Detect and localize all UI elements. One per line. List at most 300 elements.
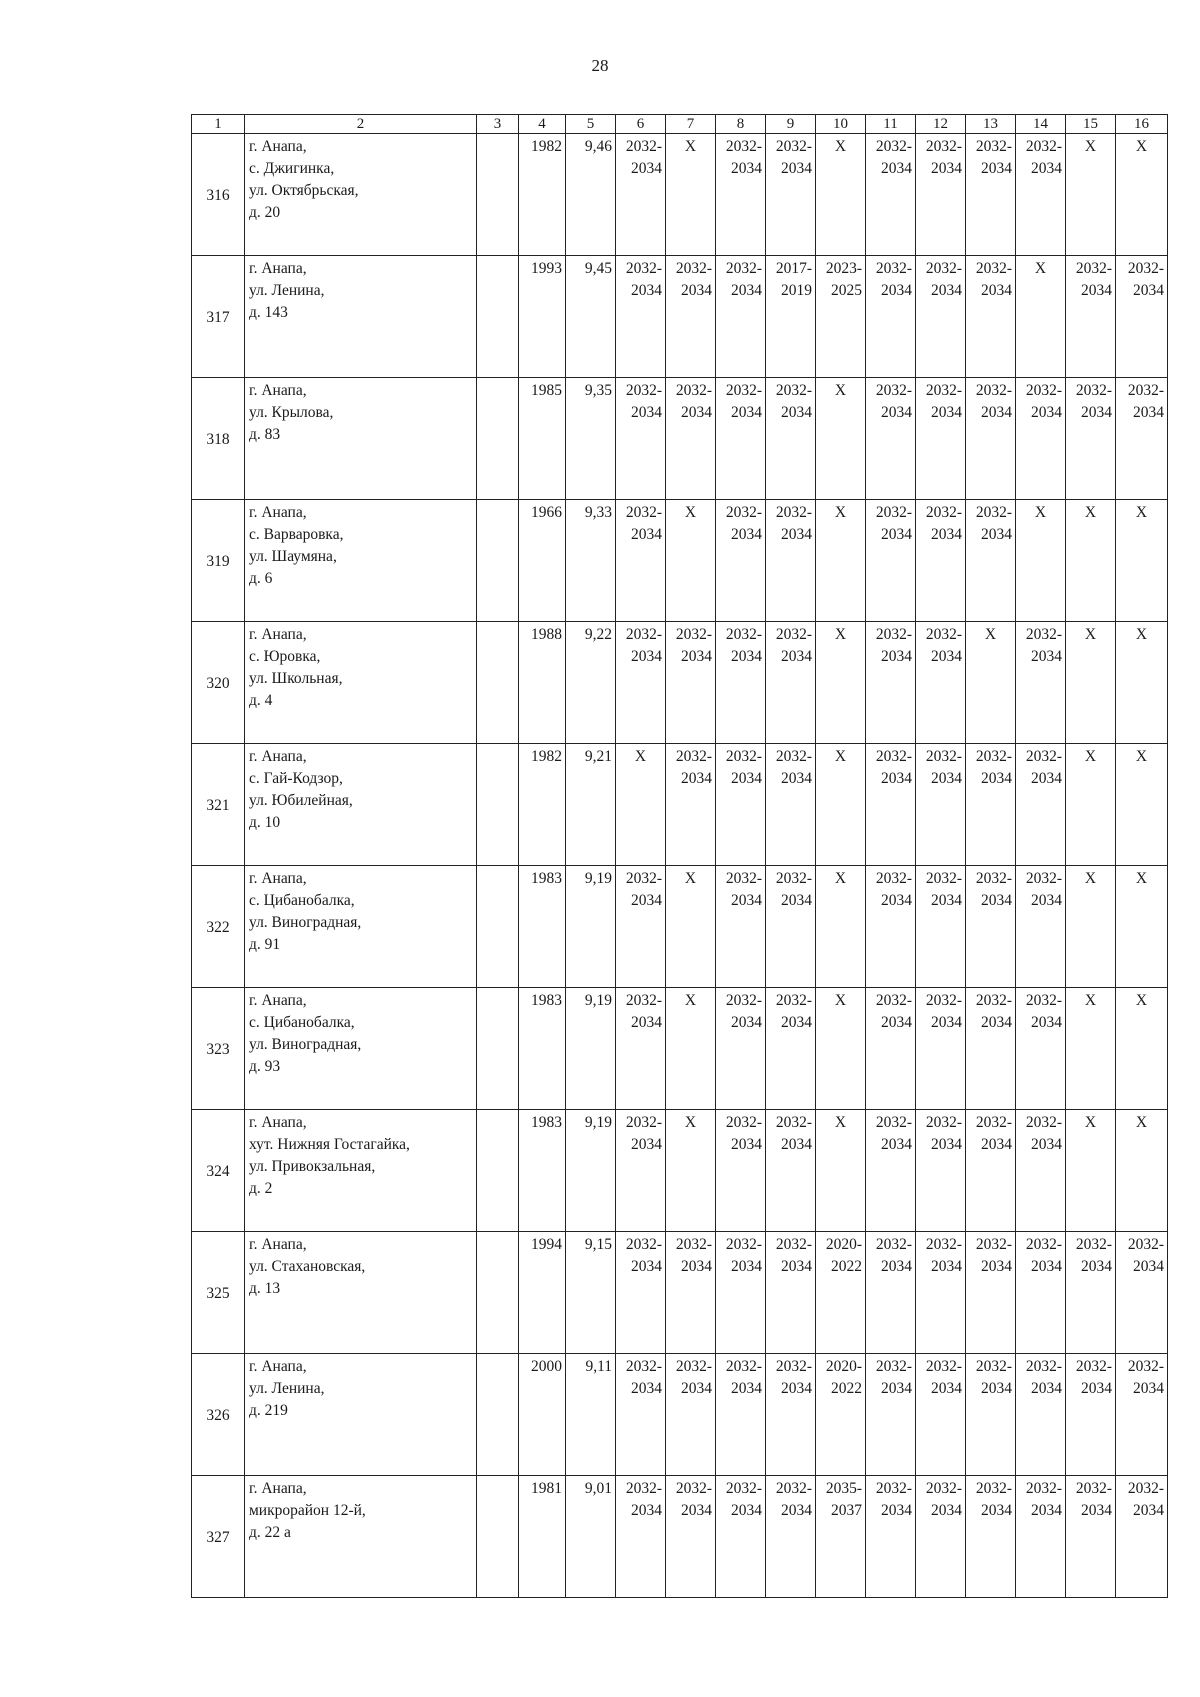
column-header-10: 10 — [816, 115, 866, 134]
period-cell-col-6 — [616, 1232, 666, 1354]
address-line: ул. Юбилейная, — [249, 792, 353, 809]
value-cell: 9,19 — [566, 1110, 616, 1232]
period-line: 2032- — [925, 382, 962, 399]
period-cell-col-16 — [1116, 622, 1168, 744]
address-line: д. 20 — [249, 204, 281, 221]
period-line: 2034 — [631, 282, 662, 299]
value-cell: 9,11 — [566, 1354, 616, 1476]
row-number: 316 — [192, 134, 245, 256]
year-cell: 1983 — [519, 866, 566, 988]
period-cell-col-7 — [666, 622, 716, 744]
address-line: г. Анапа, — [249, 504, 307, 521]
period-line: 2032- — [925, 992, 962, 1009]
period-cell-col-11 — [866, 1354, 916, 1476]
period-line: 2032- — [675, 1480, 712, 1497]
column-3-cell — [477, 622, 519, 744]
address-line: с. Цибанобалка, — [249, 892, 355, 909]
column-number-row — [192, 115, 1168, 134]
column-3-cell — [477, 744, 519, 866]
period-cell-col-14 — [1016, 256, 1066, 378]
address-cell — [245, 1232, 477, 1354]
period-line: 2025 — [831, 282, 862, 299]
period-line: X — [834, 138, 847, 155]
period-line: 2032- — [875, 1358, 912, 1375]
period-cell-col-13 — [966, 1232, 1016, 1354]
address-line: хут. Нижняя Гостагайка, — [249, 1136, 410, 1153]
period-line: 2034 — [631, 1258, 662, 1275]
address-line: г. Анапа, — [249, 992, 307, 1009]
period-cell-col-8 — [716, 1354, 766, 1476]
table-row — [192, 1476, 1168, 1598]
period-line: 2034 — [631, 648, 662, 665]
period-cell-col-7 — [666, 500, 716, 622]
period-line: 2032- — [675, 1236, 712, 1253]
address-line: г. Анапа, — [249, 748, 307, 765]
period-line: 2032- — [725, 1236, 762, 1253]
period-cell-col-9 — [766, 256, 816, 378]
address-line: д. 143 — [249, 304, 288, 321]
period-cell-col-11 — [866, 256, 916, 378]
period-line: 2032- — [1025, 1358, 1062, 1375]
period-line: 2032- — [1075, 382, 1112, 399]
row-number: 320 — [192, 622, 245, 744]
period-line: 2037 — [831, 1502, 862, 1519]
address-line: д. 4 — [249, 692, 273, 709]
period-line: 2032- — [625, 1358, 662, 1375]
period-line: 2032- — [1127, 260, 1164, 277]
period-cell-col-14 — [1016, 988, 1066, 1110]
period-line: X — [1135, 626, 1148, 643]
period-line: 2034 — [931, 1258, 962, 1275]
period-cell-col-11 — [866, 988, 916, 1110]
column-header-3: 3 — [477, 115, 519, 134]
period-cell-col-8 — [716, 744, 766, 866]
period-line: X — [834, 1114, 847, 1131]
period-cell-col-11 — [866, 500, 916, 622]
value-cell: 9,19 — [566, 988, 616, 1110]
address-line: д. 83 — [249, 426, 281, 443]
period-line: 2034 — [931, 282, 962, 299]
period-cell-col-6 — [616, 866, 666, 988]
period-cell-col-13 — [966, 622, 1016, 744]
period-line: 2034 — [931, 892, 962, 909]
period-cell-col-7 — [666, 1110, 716, 1232]
period-cell-col-12 — [916, 500, 966, 622]
period-line: 2032- — [725, 748, 762, 765]
period-line: 2032- — [675, 382, 712, 399]
period-cell-col-14 — [1016, 866, 1066, 988]
period-cell-col-9 — [766, 134, 816, 256]
period-line: 2032- — [725, 1114, 762, 1131]
address-line: с. Цибанобалка, — [249, 1014, 355, 1031]
period-line: X — [1135, 992, 1148, 1009]
period-line: 2034 — [731, 648, 762, 665]
period-cell-col-12 — [916, 1232, 966, 1354]
year-cell: 1988 — [519, 622, 566, 744]
address-line: ул. Стахановская, — [249, 1258, 366, 1275]
table-row — [192, 134, 1168, 256]
period-cell-col-8 — [716, 256, 766, 378]
period-line: 2032- — [1075, 1358, 1112, 1375]
period-line: 2032- — [1025, 748, 1062, 765]
period-cell-col-15 — [1066, 256, 1116, 378]
value-cell: 9,45 — [566, 256, 616, 378]
table-body — [192, 115, 1168, 1598]
table-row — [192, 1110, 1168, 1232]
period-cell-col-16 — [1116, 744, 1168, 866]
period-cell-col-7 — [666, 256, 716, 378]
address-cell — [245, 256, 477, 378]
period-line: 2032- — [1025, 1236, 1062, 1253]
period-cell-col-6 — [616, 622, 666, 744]
period-line: 2034 — [881, 526, 912, 543]
period-cell-col-11 — [866, 866, 916, 988]
period-cell-col-16 — [1116, 378, 1168, 500]
period-cell-col-16 — [1116, 1110, 1168, 1232]
period-line: 2034 — [1081, 282, 1112, 299]
period-line: 2034 — [1031, 1380, 1062, 1397]
period-cell-col-7 — [666, 1232, 716, 1354]
address-line: ул. Шаумяна, — [249, 548, 337, 565]
period-cell-col-8 — [716, 378, 766, 500]
period-line: 2032- — [975, 1358, 1012, 1375]
period-line: 2034 — [1081, 1380, 1112, 1397]
period-line: X — [1084, 870, 1097, 887]
period-line: 2034 — [981, 892, 1012, 909]
period-cell-col-15 — [1066, 744, 1116, 866]
period-line: 2032- — [775, 992, 812, 1009]
period-line: 2034 — [931, 404, 962, 421]
period-cell-col-9 — [766, 500, 816, 622]
period-cell-col-12 — [916, 256, 966, 378]
address-line: д. 219 — [249, 1402, 288, 1419]
row-number: 321 — [192, 744, 245, 866]
buildings-schedule-table — [191, 114, 1168, 1598]
period-cell-col-8 — [716, 134, 766, 256]
period-line: X — [1135, 504, 1148, 521]
period-line: 2034 — [681, 282, 712, 299]
period-cell-col-6 — [616, 1354, 666, 1476]
period-line: 2034 — [781, 1136, 812, 1153]
period-line: 2034 — [1031, 1258, 1062, 1275]
period-line: 2034 — [881, 160, 912, 177]
column-header-12: 12 — [916, 115, 966, 134]
year-cell: 1981 — [519, 1476, 566, 1598]
period-cell-col-8 — [716, 500, 766, 622]
period-line: 2034 — [881, 1258, 912, 1275]
period-cell-col-9 — [766, 866, 816, 988]
period-line: 2032- — [1025, 1480, 1062, 1497]
row-number: 322 — [192, 866, 245, 988]
period-line: 2020- — [825, 1236, 862, 1253]
period-line: 2034 — [881, 1014, 912, 1031]
period-line: 2034 — [781, 1014, 812, 1031]
period-line: 2032- — [725, 992, 762, 1009]
period-line: 2032- — [625, 382, 662, 399]
period-line: 2034 — [1133, 1380, 1164, 1397]
period-cell-col-8 — [716, 866, 766, 988]
address-cell — [245, 1110, 477, 1232]
period-line: 2034 — [631, 1136, 662, 1153]
period-cell-col-10 — [816, 622, 866, 744]
period-line: 2032- — [725, 138, 762, 155]
period-line: 2017- — [775, 260, 812, 277]
period-cell-col-12 — [916, 1476, 966, 1598]
period-cell-col-13 — [966, 1476, 1016, 1598]
period-cell-col-15 — [1066, 378, 1116, 500]
period-cell-col-11 — [866, 622, 916, 744]
period-cell-col-13 — [966, 378, 1016, 500]
period-line: 2034 — [981, 770, 1012, 787]
period-line: X — [1084, 626, 1097, 643]
period-line: 2032- — [675, 748, 712, 765]
period-cell-col-8 — [716, 1232, 766, 1354]
period-line: 2023- — [825, 260, 862, 277]
period-cell-col-10 — [816, 1110, 866, 1232]
column-3-cell — [477, 134, 519, 256]
period-cell-col-16 — [1116, 988, 1168, 1110]
period-line: 2034 — [931, 1014, 962, 1031]
period-line: 2034 — [1031, 892, 1062, 909]
address-line: ул. Крылова, — [249, 404, 334, 421]
period-line: 2034 — [981, 1258, 1012, 1275]
period-cell-col-16 — [1116, 1354, 1168, 1476]
period-line: 2034 — [631, 404, 662, 421]
column-header-7: 7 — [666, 115, 716, 134]
period-line: 2032- — [775, 1236, 812, 1253]
value-cell: 9,01 — [566, 1476, 616, 1598]
address-line: г. Анапа, — [249, 382, 307, 399]
period-cell-col-15 — [1066, 1476, 1116, 1598]
period-line: 2034 — [731, 770, 762, 787]
period-line: 2034 — [681, 1502, 712, 1519]
period-line: X — [1084, 992, 1097, 1009]
value-cell: 9,19 — [566, 866, 616, 988]
period-line: 2032- — [875, 260, 912, 277]
period-line: X — [684, 992, 697, 1009]
period-line: 2032- — [625, 626, 662, 643]
period-cell-col-15 — [1066, 500, 1116, 622]
address-line: г. Анапа, — [249, 260, 307, 277]
table-row — [192, 988, 1168, 1110]
column-3-cell — [477, 1232, 519, 1354]
period-line: 2032- — [975, 504, 1012, 521]
period-line: 2032- — [675, 626, 712, 643]
period-cell-col-7 — [666, 134, 716, 256]
period-cell-col-11 — [866, 1110, 916, 1232]
period-line: 2034 — [631, 1380, 662, 1397]
address-line: д. 6 — [249, 570, 273, 587]
address-line: ул. Виноградная, — [249, 914, 362, 931]
period-line: 2034 — [1081, 1258, 1112, 1275]
table-row — [192, 500, 1168, 622]
period-line: X — [684, 138, 697, 155]
period-line: 2034 — [781, 160, 812, 177]
period-line: 2034 — [1133, 1258, 1164, 1275]
address-line: г. Анапа, — [249, 626, 307, 643]
period-line: 2032- — [875, 626, 912, 643]
period-cell-col-7 — [666, 866, 716, 988]
period-line: 2034 — [781, 1502, 812, 1519]
year-cell: 2000 — [519, 1354, 566, 1476]
row-number: 327 — [192, 1476, 245, 1598]
period-cell-col-15 — [1066, 1110, 1116, 1232]
address-line: г. Анапа, — [249, 870, 307, 887]
period-line: 2032- — [775, 626, 812, 643]
column-3-cell — [477, 988, 519, 1110]
year-cell: 1983 — [519, 988, 566, 1110]
period-cell-col-14 — [1016, 134, 1066, 256]
period-line: 2034 — [1031, 160, 1062, 177]
column-header-16: 16 — [1116, 115, 1168, 134]
period-line: 2034 — [681, 648, 712, 665]
address-line: с. Джигинка, — [249, 160, 335, 177]
period-line: 2034 — [881, 1136, 912, 1153]
period-cell-col-6 — [616, 500, 666, 622]
period-line: X — [834, 748, 847, 765]
period-cell-col-11 — [866, 744, 916, 866]
period-line: 2019 — [781, 282, 812, 299]
period-cell-col-12 — [916, 622, 966, 744]
period-line: 2034 — [931, 648, 962, 665]
period-line: 2032- — [1025, 382, 1062, 399]
address-line: д. 91 — [249, 936, 281, 953]
period-line: 2034 — [781, 648, 812, 665]
period-line: X — [834, 382, 847, 399]
period-line: 2034 — [1031, 1502, 1062, 1519]
period-cell-col-6 — [616, 1476, 666, 1598]
period-line: 2032- — [975, 748, 1012, 765]
period-cell-col-8 — [716, 1110, 766, 1232]
period-cell-col-8 — [716, 622, 766, 744]
period-cell-col-7 — [666, 378, 716, 500]
period-cell-col-9 — [766, 1232, 816, 1354]
table-row — [192, 1232, 1168, 1354]
period-line: X — [1034, 260, 1047, 277]
period-line: 2034 — [981, 1502, 1012, 1519]
address-line: с. Гай-Кодзор, — [249, 770, 343, 787]
period-line: 2032- — [1075, 260, 1112, 277]
period-line: 2034 — [981, 1136, 1012, 1153]
period-cell-col-11 — [866, 1232, 916, 1354]
period-cell-col-16 — [1116, 256, 1168, 378]
period-cell-col-12 — [916, 988, 966, 1110]
address-line: ул. Октябрьская, — [249, 182, 359, 199]
period-line: 2034 — [731, 526, 762, 543]
period-line: 2034 — [731, 892, 762, 909]
period-line: 2032- — [675, 1358, 712, 1375]
period-line: X — [634, 748, 647, 765]
period-line: 2022 — [831, 1258, 862, 1275]
period-line: 2032- — [625, 138, 662, 155]
row-number: 326 — [192, 1354, 245, 1476]
row-number: 324 — [192, 1110, 245, 1232]
period-line: 2034 — [881, 404, 912, 421]
period-line: 2032- — [725, 1358, 762, 1375]
period-line: 2034 — [631, 892, 662, 909]
period-cell-col-14 — [1016, 378, 1066, 500]
period-line: X — [834, 504, 847, 521]
period-line: 2032- — [775, 1480, 812, 1497]
period-line: 2034 — [731, 1258, 762, 1275]
address-line: д. 22 а — [249, 1524, 291, 1541]
period-line: 2034 — [731, 1014, 762, 1031]
period-cell-col-14 — [1016, 622, 1066, 744]
year-cell: 1993 — [519, 256, 566, 378]
period-line: X — [1034, 504, 1047, 521]
period-cell-col-9 — [766, 1354, 816, 1476]
period-line: 2034 — [981, 526, 1012, 543]
period-line: 2034 — [731, 282, 762, 299]
period-line: X — [1135, 138, 1148, 155]
year-cell: 1982 — [519, 744, 566, 866]
period-cell-col-7 — [666, 988, 716, 1110]
column-header-4: 4 — [519, 115, 566, 134]
period-line: 2034 — [1031, 404, 1062, 421]
period-line: 2032- — [775, 1114, 812, 1131]
period-line: X — [1084, 748, 1097, 765]
address-line: д. 10 — [249, 814, 281, 831]
period-line: 2032- — [1127, 1358, 1164, 1375]
period-cell-col-9 — [766, 378, 816, 500]
period-cell-col-13 — [966, 1110, 1016, 1232]
column-header-11: 11 — [866, 115, 916, 134]
period-line: 2032- — [725, 1480, 762, 1497]
address-line: микрорайон 12-й, — [249, 1502, 366, 1519]
period-cell-col-15 — [1066, 988, 1116, 1110]
period-line: 2032- — [875, 382, 912, 399]
row-number: 317 — [192, 256, 245, 378]
period-line: 2034 — [1133, 282, 1164, 299]
period-line: 2032- — [725, 382, 762, 399]
period-cell-col-12 — [916, 1110, 966, 1232]
period-cell-col-12 — [916, 1354, 966, 1476]
period-line: 2034 — [781, 770, 812, 787]
period-line: 2034 — [1031, 648, 1062, 665]
period-cell-col-8 — [716, 988, 766, 1110]
period-line: 2032- — [875, 1114, 912, 1131]
address-line: ул. Виноградная, — [249, 1036, 362, 1053]
period-line: 2034 — [881, 770, 912, 787]
period-line: 2032- — [975, 138, 1012, 155]
address-line: г. Анапа, — [249, 1114, 307, 1131]
table-row — [192, 1354, 1168, 1476]
address-cell — [245, 744, 477, 866]
address-line: г. Анапа, — [249, 138, 307, 155]
period-line: 2032- — [925, 504, 962, 521]
period-line: 2032- — [775, 138, 812, 155]
period-line: 2032- — [625, 504, 662, 521]
period-line: 2032- — [725, 626, 762, 643]
column-header-13: 13 — [966, 115, 1016, 134]
period-line: 2032- — [1025, 870, 1062, 887]
period-line: X — [1084, 138, 1097, 155]
page-number: 28 — [591, 56, 609, 75]
period-cell-col-6 — [616, 378, 666, 500]
period-line: 2034 — [981, 1380, 1012, 1397]
period-line: X — [1135, 748, 1148, 765]
column-header-8: 8 — [716, 115, 766, 134]
table-row — [192, 744, 1168, 866]
period-line: 2032- — [875, 1480, 912, 1497]
period-line: 2020- — [825, 1358, 862, 1375]
period-line: X — [1084, 1114, 1097, 1131]
period-line: 2032- — [775, 748, 812, 765]
period-line: 2032- — [1025, 992, 1062, 1009]
period-line: 2032- — [975, 870, 1012, 887]
period-line: 2034 — [931, 770, 962, 787]
address-line: д. 93 — [249, 1058, 281, 1075]
